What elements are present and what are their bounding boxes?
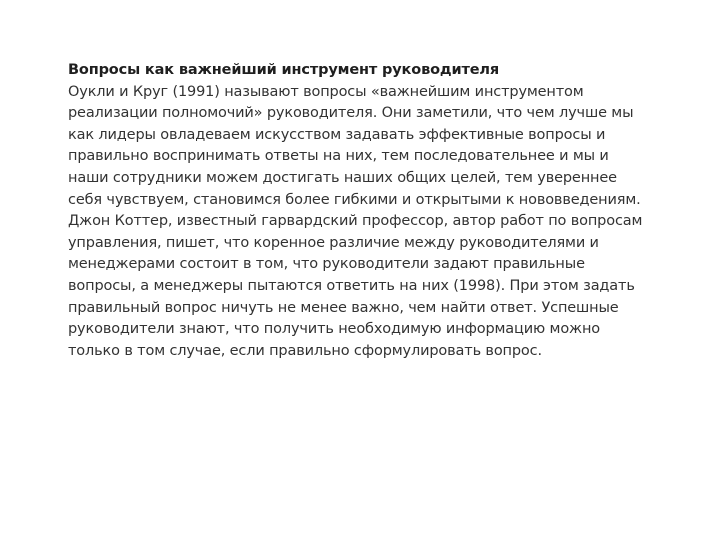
body-line: управления, пишет, что коренное различие между руководителями и — [68, 234, 599, 251]
body-line: правильный вопрос ничуть не менее важно, чем найти ответ. Успешные — [68, 299, 619, 316]
body-line: руководители знают, что получить необходимую информацию можно — [68, 321, 601, 338]
body-line: как лидеры овладеваем искусством задавать эффективные вопросы и — [68, 126, 606, 143]
body-line: вопросы, а менеджеры пытаются ответить на них (1998). При этом задать — [68, 277, 635, 294]
body-line: Оукли и Круг (1991) называют вопросы «важнейшим инструментом — [68, 83, 584, 100]
body-line: себя чувствуем, становимся более гибкими и открытыми к нововведениям. — [68, 191, 641, 208]
body-line: правильно воспринимать ответы на них, тем последовательнее и мы и — [68, 148, 609, 165]
body-line: только в том случае, если правильно сформулировать вопрос. — [68, 342, 542, 359]
text-block — [68, 60, 688, 362]
body-line: менеджерами состоит в том, что руководители задают правильные — [68, 256, 585, 273]
body-line: реализации полномочий» руководителя. Они заметили, что чем лучше мы — [68, 105, 634, 122]
document-title: Вопросы как важнейший инструмент руководителя — [68, 62, 500, 78]
body-line: Джон Коттер, известный гарвардский профессор, автор работ по вопросам — [68, 213, 643, 230]
body-line: наши сотрудники можем достигать наших общих целей, тем увереннее — [68, 169, 617, 186]
